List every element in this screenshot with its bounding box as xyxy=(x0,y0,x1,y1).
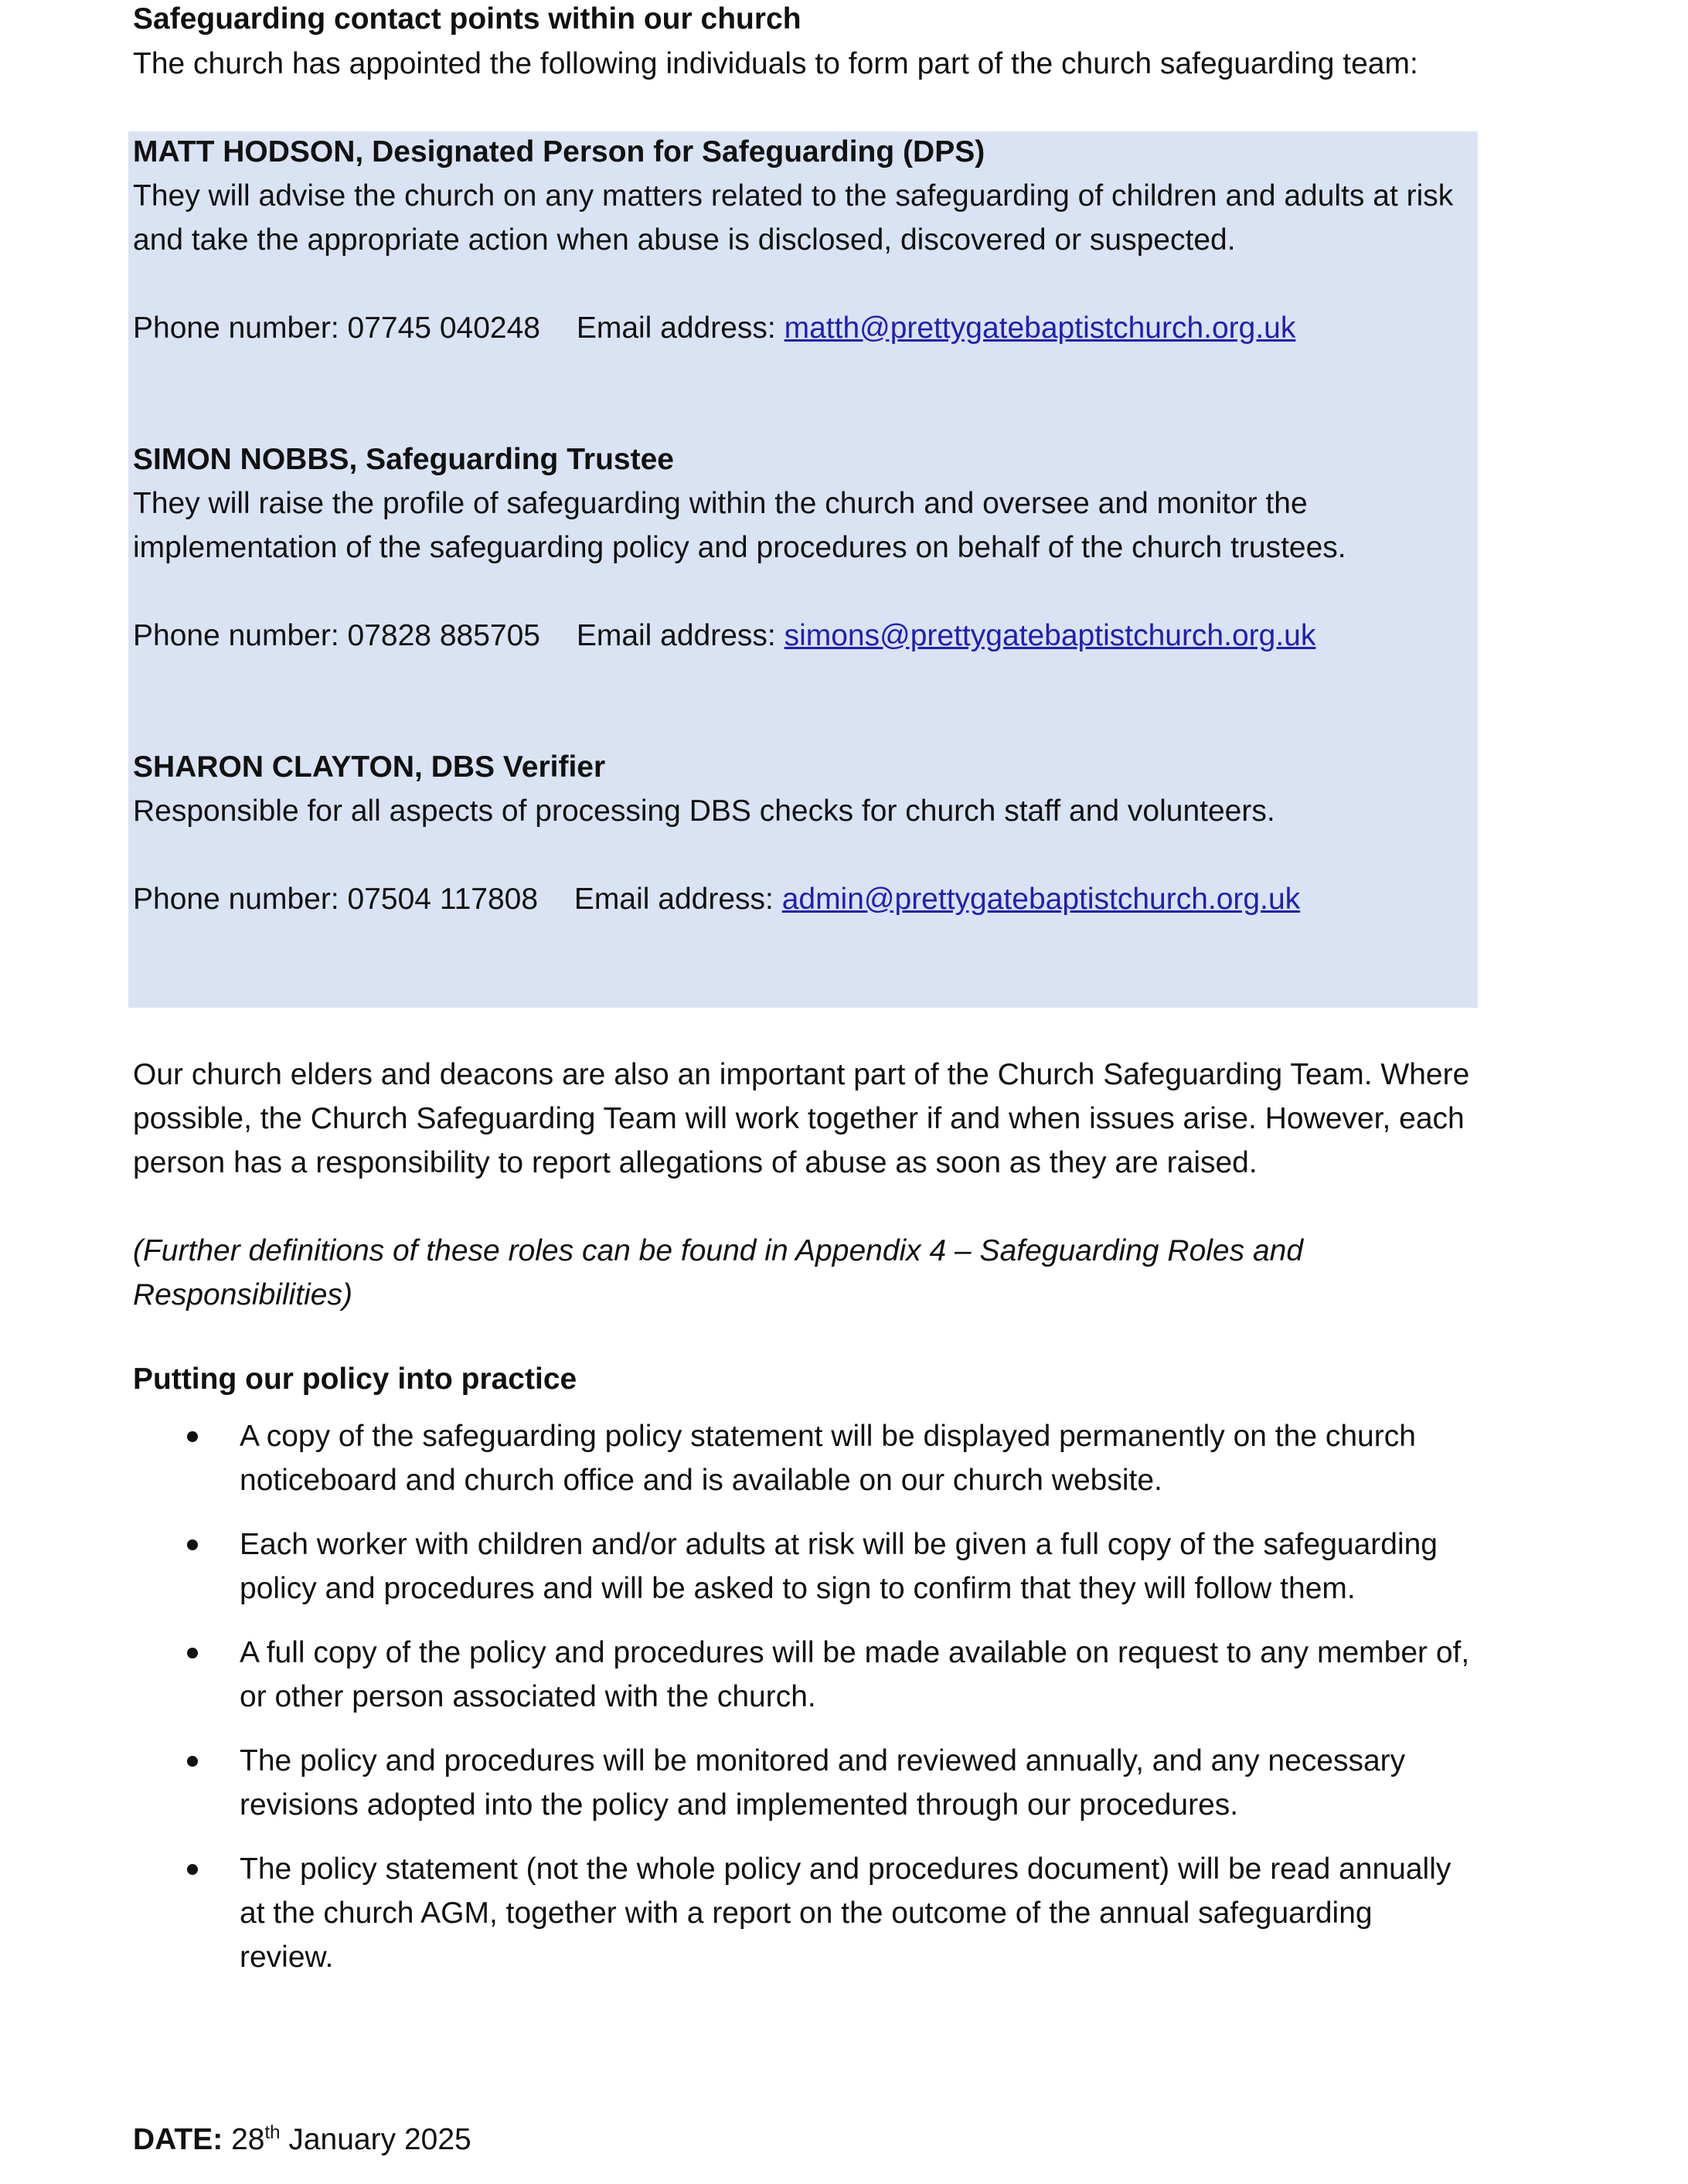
elders-paragraph-line: person has a responsibility to report allegations of abuse as soon as they are raised. xyxy=(133,1146,1257,1179)
list-item-line: policy and procedures and will be asked to sign to confirm that they will follow them. xyxy=(240,1572,1356,1605)
contact-desc-line: They will advise the church on any matters related to the safeguarding of children and adults at risk xyxy=(133,179,1454,213)
list-item-line: The policy and procedures will be monitored and reviewed annually, and any necessary xyxy=(240,1744,1406,1777)
phone-label: Phone number: xyxy=(133,619,339,652)
email-link-dps[interactable]: matth@prettygatebaptistchurch.org.uk xyxy=(784,311,1296,345)
list-item xyxy=(0,1414,1546,1502)
bullet-icon xyxy=(187,1539,198,1550)
phone-number: 07828 885705 xyxy=(347,619,540,652)
definitions-note-line: (Further definitions of these roles can be found in Appendix 4 – Safeguarding Roles and xyxy=(133,1234,1304,1267)
bullet-icon xyxy=(187,1864,198,1875)
list-item-line: or other person associated with the church. xyxy=(240,1680,816,1713)
email-link-dbs[interactable]: admin@prettygatebaptistchurch.org.uk xyxy=(781,883,1301,916)
date-suffix: th xyxy=(264,2122,281,2143)
section-heading-practice: Putting our policy into practice xyxy=(133,1362,577,1396)
date-label: DATE: xyxy=(133,2123,223,2156)
list-item-line: A full copy of the policy and procedures will be made available on request to any member of, xyxy=(240,1636,1470,1669)
document-date xyxy=(133,2118,471,2162)
list-item-line: noticeboard and church office and is available on our church website. xyxy=(240,1464,1162,1497)
contact-title-trustee: SIMON NOBBS, Safeguarding Trustee xyxy=(133,443,674,476)
contact-desc-line: They will raise the profile of safeguarding within the church and oversee and monitor the xyxy=(133,487,1308,520)
practice-list xyxy=(0,1414,1546,1999)
contact-row-dbs xyxy=(133,877,1300,921)
email-label: Email address: xyxy=(576,311,776,345)
email-label: Email address: xyxy=(573,883,774,916)
list-item-line: review. xyxy=(240,1941,334,1974)
contact-title-dbs: SHARON CLAYTON, DBS Verifier xyxy=(133,750,606,784)
list-item-line: at the church AGM, together with a report on the outcome of the annual safeguarding xyxy=(240,1897,1373,1930)
bullet-icon xyxy=(187,1648,198,1658)
list-item-line: A copy of the safeguarding policy statement will be displayed permanently on the church xyxy=(240,1420,1416,1453)
contacts-box xyxy=(128,131,1478,1008)
contact-row-dps xyxy=(133,306,1295,350)
date-rest: January 2025 xyxy=(288,2123,471,2156)
elders-paragraph-line: possible, the Church Safeguarding Team will work together if and when issues arise. However, each xyxy=(133,1102,1465,1135)
list-item-line: revisions adopted into the policy and implemented through our procedures. xyxy=(240,1788,1239,1822)
contact-desc-line: implementation of the safeguarding policy and procedures on behalf of the church trustees. xyxy=(133,531,1346,564)
list-item xyxy=(0,1631,1546,1719)
contact-title-dps: MATT HODSON, Designated Person for Safeguarding (DPS) xyxy=(133,135,985,168)
list-item-line: Each worker with children and/or adults at risk will be given a full copy of the safeguarding xyxy=(240,1528,1438,1561)
phone-label: Phone number: xyxy=(133,311,339,345)
email-label: Email address: xyxy=(576,619,776,652)
definitions-note-line: Responsibilities) xyxy=(133,1278,352,1311)
contact-row-trustee xyxy=(133,614,1315,658)
date-day: 28 xyxy=(231,2123,265,2156)
phone-number: 07745 040248 xyxy=(347,311,540,345)
phone-number: 07504 117808 xyxy=(347,883,539,916)
bullet-icon xyxy=(187,1431,198,1442)
contact-desc-line: and take the appropriate action when abuse is disclosed, discovered or suspected. xyxy=(133,223,1236,257)
list-item-line: The policy statement (not the whole policy and procedures document) will be read annually xyxy=(240,1852,1451,1886)
intro-text: The church has appointed the following individuals to form part of the church safeguarding team: xyxy=(133,47,1418,80)
elders-paragraph-line: Our church elders and deacons are also an important part of the Church Safeguarding Team. Where xyxy=(133,1058,1470,1091)
phone-label: Phone number: xyxy=(133,883,339,916)
contact-desc-line: Responsible for all aspects of processing DBS checks for church staff and volunteers. xyxy=(133,794,1275,828)
list-item xyxy=(0,1847,1546,1979)
list-item xyxy=(0,1522,1546,1611)
section-heading-contacts: Safeguarding contact points within our church xyxy=(133,2,801,36)
bullet-icon xyxy=(187,1756,198,1767)
email-link-trustee[interactable]: simons@prettygatebaptistchurch.org.uk xyxy=(784,619,1316,652)
list-item xyxy=(0,1739,1546,1827)
